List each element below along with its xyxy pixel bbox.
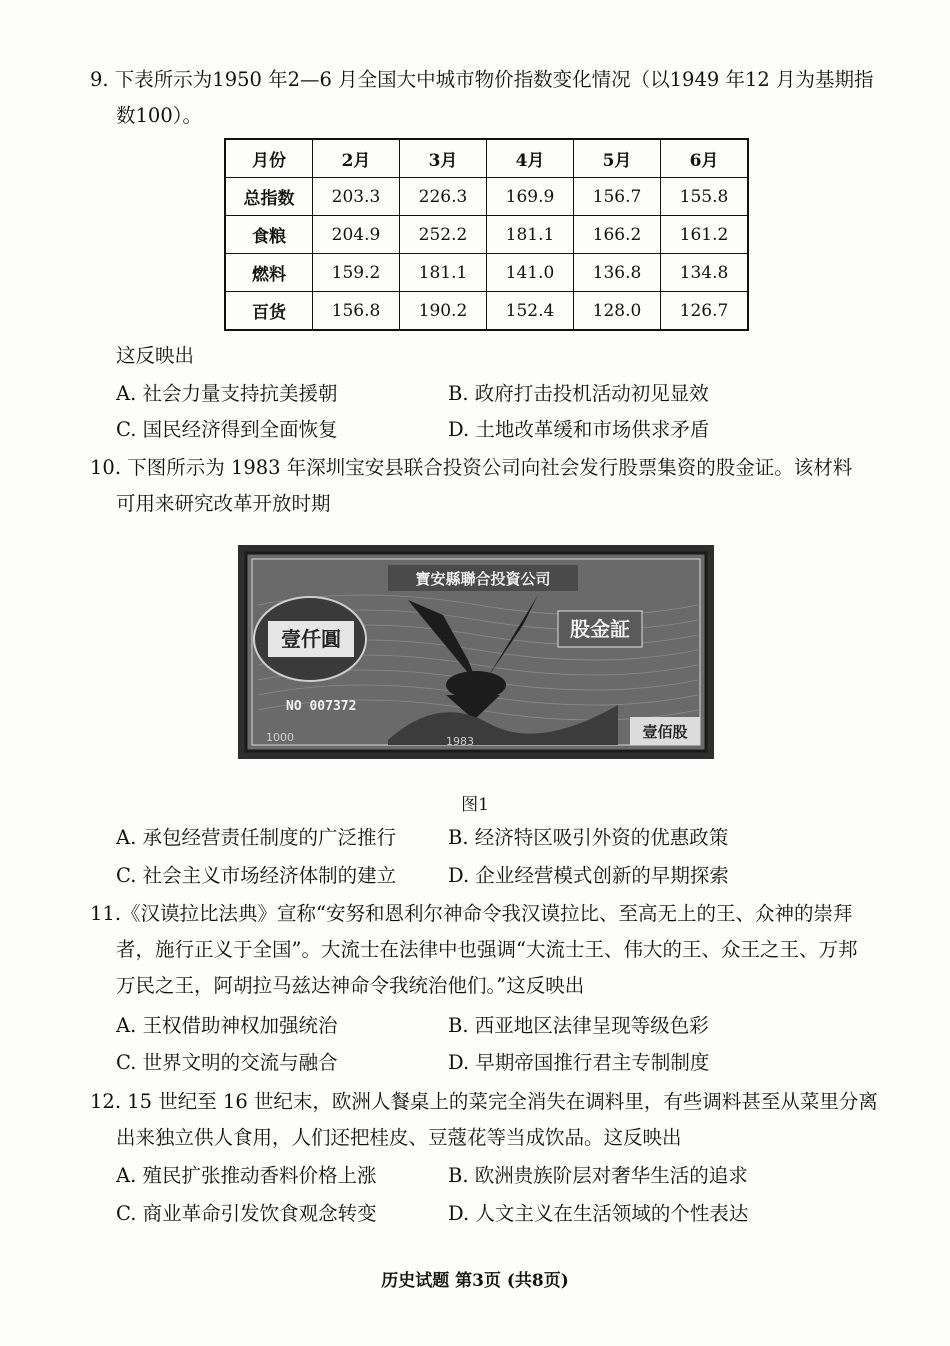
question-10-stem [90, 450, 860, 522]
stock-certificate-graphic [238, 545, 714, 759]
question-11-options-row-1 [116, 1008, 856, 1044]
option-d[interactable]: D. 土地改革缓和市场供求矛盾 [448, 418, 710, 441]
table-cell: 166.2 [574, 216, 661, 254]
table-row-label: 百货 [225, 292, 313, 331]
question-9-stem-end: 这反映出 [116, 344, 195, 367]
table-row-label: 总指数 [225, 178, 313, 216]
question-9-line-1: 9. 下表所示为1950 年2—6 月全国大中城市物价指数变化情况（以1949 年12 月为基期指 [90, 68, 874, 91]
table-row [225, 178, 748, 216]
option-b[interactable]: B. 政府打击投机活动初见显效 [448, 382, 709, 405]
option-a[interactable]: A. 殖民扩张推动香料价格上涨 [116, 1164, 377, 1187]
table-header-row [225, 139, 748, 178]
table-cell: 169.9 [487, 178, 574, 216]
option-c[interactable]: C. 商业革命引发饮食观念转变 [116, 1202, 377, 1225]
option-c[interactable]: C. 社会主义市场经济体制的建立 [116, 864, 397, 887]
question-12-line-2: 出来独立供人食用，人们还把桂皮、豆蔻花等当成饮品。这反映出 [116, 1126, 682, 1149]
table-cell: 152.4 [487, 292, 574, 331]
table-cell: 155.8 [661, 178, 749, 216]
table-header-cell: 月份 [225, 139, 313, 178]
question-10-line-1: 10. 下图所示为 1983 年深圳宝安县联合投资公司向社会发行股票集资的股金证。该材料 [90, 456, 853, 479]
question-9-prompt [90, 338, 860, 374]
table-cell: 203.3 [313, 178, 400, 216]
table-cell: 161.2 [661, 216, 749, 254]
option-b[interactable]: B. 西亚地区法律呈现等级色彩 [448, 1014, 709, 1037]
table-cell: 252.2 [400, 216, 487, 254]
table-cell: 156.8 [313, 292, 400, 331]
question-10-line-2: 可用来研究改革开放时期 [116, 492, 331, 515]
option-d[interactable]: D. 人文主义在生活领域的个性表达 [448, 1202, 749, 1225]
table-row [225, 254, 748, 292]
question-11-line-3: 万民之王，阿胡拉马兹达神命令我统治他们。”这反映出 [116, 974, 585, 997]
option-d[interactable]: D. 企业经营模式创新的早期探索 [448, 864, 729, 887]
question-10-options-row-2 [116, 858, 856, 894]
certificate-shares: 壹佰股 [642, 723, 688, 741]
option-c[interactable]: C. 国民经济得到全面恢复 [116, 418, 338, 441]
certificate-company: 寶安縣聯合投資公司 [415, 570, 551, 588]
table-row-label: 燃料 [225, 254, 313, 292]
option-a[interactable]: A. 承包经营责任制度的广泛推行 [116, 826, 396, 849]
question-12-line-1: 12. 15 世纪至 16 世纪末，欧洲人餐桌上的菜完全消失在调料里，有些调料甚至从菜里分离 [90, 1090, 878, 1113]
option-b[interactable]: B. 经济特区吸引外资的优惠政策 [448, 826, 729, 849]
question-9-options-row-2 [116, 412, 856, 448]
stock-certificate-image [238, 545, 714, 759]
question-11-options-row-2 [116, 1045, 856, 1081]
table-row [225, 292, 748, 331]
question-11-line-1: 11.《汉谟拉比法典》宣称“安努和恩利尔神命令我汉谟拉比、至高无上的王、众神的崇拜 [90, 902, 853, 925]
table-cell: 134.8 [661, 254, 749, 292]
table-header-cell: 5月 [574, 139, 661, 178]
option-a[interactable]: A. 社会力量支持抗美援朝 [116, 382, 338, 405]
question-12-stem [90, 1084, 878, 1156]
certificate-amount: 1000 [266, 731, 294, 744]
question-10-options-row-1 [116, 820, 856, 856]
certificate-title: 股金証 [570, 617, 630, 641]
table-cell: 126.7 [661, 292, 749, 331]
table-header-cell: 3月 [400, 139, 487, 178]
option-a[interactable]: A. 王权借助神权加强统治 [116, 1014, 338, 1037]
certificate-denomination: 壹仟圓 [281, 627, 341, 651]
question-9-stem [90, 62, 874, 134]
table-row [225, 216, 748, 254]
question-9-line-2: 数100）。 [116, 104, 202, 127]
table-cell: 159.2 [313, 254, 400, 292]
table-header-cell: 2月 [313, 139, 400, 178]
option-c[interactable]: C. 世界文明的交流与融合 [116, 1051, 338, 1074]
table-cell: 181.1 [487, 216, 574, 254]
table-cell: 204.9 [313, 216, 400, 254]
table-cell: 190.2 [400, 292, 487, 331]
price-index-table [224, 138, 749, 331]
question-12-options-row-2 [116, 1196, 856, 1232]
table-cell: 156.7 [574, 178, 661, 216]
option-d[interactable]: D. 早期帝国推行君主专制制度 [448, 1051, 710, 1074]
figure-caption: 图1 [461, 795, 489, 815]
table-cell: 136.8 [574, 254, 661, 292]
table-cell: 128.0 [574, 292, 661, 331]
certificate-year: 1983 [446, 735, 474, 748]
table-cell: 181.1 [400, 254, 487, 292]
question-11-stem [90, 896, 860, 1004]
question-11-line-2: 者，施行正义于全国”。大流士在法律中也强调“大流士王、伟大的王、众王之王、万邦 [116, 938, 858, 961]
question-9-options-row-1 [116, 376, 856, 412]
table-header-cell: 4月 [487, 139, 574, 178]
table-cell: 141.0 [487, 254, 574, 292]
table-row-label: 食粮 [225, 216, 313, 254]
option-b[interactable]: B. 欧洲贵族阶层对奢华生活的追求 [448, 1164, 748, 1187]
table-header-cell: 6月 [661, 139, 749, 178]
certificate-serial: NO 007372 [286, 699, 357, 714]
page-footer: 历史试题 第3页 (共8页) [381, 1271, 569, 1291]
table-cell: 226.3 [400, 178, 487, 216]
question-12-options-row-1 [116, 1158, 856, 1194]
